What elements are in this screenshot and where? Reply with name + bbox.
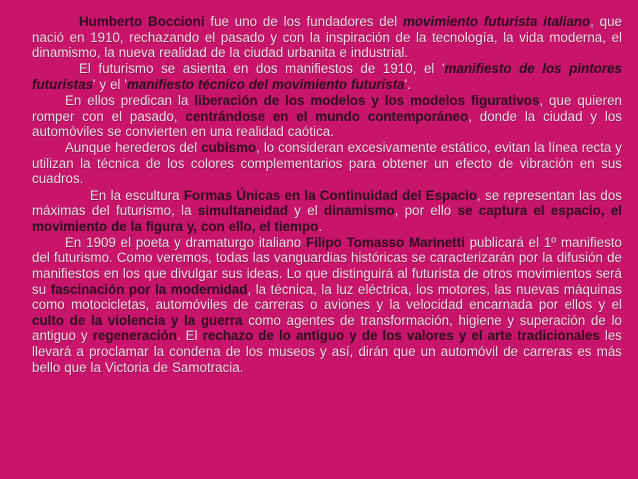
text-segment: En la escultura	[90, 187, 184, 203]
paragraph-cubismo	[32, 140, 622, 187]
emphasized-text: Filipo Tomasso Marinetti	[306, 234, 465, 250]
text-segment: , por ello	[394, 203, 458, 219]
emphasized-text: liberación de los modelos y los modelos figurativos	[194, 92, 540, 108]
emphasized-text: manifiesto técnico del movimiento futurista	[127, 76, 405, 92]
text-segment: En ellos predican la	[65, 92, 195, 108]
emphasized-text: manifiesto de los pintores futuristas	[32, 61, 623, 92]
text-segment: y el	[287, 203, 325, 219]
emphasized-text: rechazo de lo antiguo y de los valores y el arte tradicionales	[202, 328, 600, 344]
text-segment: , donde la ciudad y los automóviles se convierten en una realidad caótica.	[32, 108, 622, 140]
emphasized-text: se captura el espacio, el movimiento de la figura y, con ello, el tiempo	[32, 203, 622, 234]
emphasized-text: fascinación por la modernidad	[50, 281, 248, 297]
text-segment: , la técnica, la luz eléctrica, los motores, las nuevas máquinas como motocicletas, automóviles de carreras o aviones y la velocidad encarnada por ellos y el	[32, 281, 622, 313]
paragraph-boccioni	[32, 14, 622, 61]
emphasized-text: centrándose en el mundo contemporáneo	[185, 108, 469, 124]
text-segment: fue uno de los fundadores del	[204, 14, 403, 29]
paragraph-manifiestos	[32, 61, 622, 92]
text-segment: publicará el 1º manifiesto del futurismo. Como veremos, todas las vanguardias históricas se caracterizarán por la difusión de manifiestos en los que divulgar sus ideas. Lo que distinguirá al futurista de otros movimientos será su	[32, 234, 622, 297]
text-segment: , lo consideran excesivamente estático, evitan la línea recta y utilizan la técnica de los colores complementarios para obtener un efecto de vibración en sus cuadros.	[32, 140, 622, 187]
emphasized-text: simultaneidad	[197, 203, 288, 219]
text-segment: ' y el '	[93, 76, 128, 92]
paragraph-escultura	[32, 188, 622, 235]
text-segment: . El	[176, 328, 203, 344]
emphasized-text: culto de la violencia y la guerra	[32, 312, 243, 328]
emphasized-text: movimiento futurista italiano	[402, 14, 591, 29]
emphasized-text: dinamismo	[324, 203, 395, 219]
emphasized-text: Humberto Boccioni	[79, 14, 205, 29]
emphasized-text: regeneración	[92, 328, 177, 344]
text-segment: como agentes de transformación, higiene y superación de lo antiguo y	[32, 312, 622, 344]
text-segment: , que nació en 1910, rechazando el pasado y con la inspiración de la tecnología, la vida moderna, el dinamismo, la nueva realidad de la ciudad urbanita e industrial.	[32, 14, 622, 61]
text-segment: .	[318, 218, 323, 234]
paragraph-liberacion	[32, 93, 622, 140]
text-segment: Aunque herederos del	[65, 140, 202, 156]
paragraph-marinetti	[32, 235, 622, 375]
text-segment: les llevará a proclamar la condena de los museos y así, dirán que un automóvil de carreras es más bello que la Victoria de Samotracia.	[32, 328, 623, 375]
emphasized-text: Formas Únicas en la Continuidad del Espacio	[183, 187, 478, 203]
text-segment: , que quieren romper con el pasado,	[32, 92, 622, 124]
text-segment: , se representan las dos máximas del futurismo, la	[32, 187, 622, 219]
text-segment: '.	[404, 76, 411, 92]
text-segment: El futurismo se asienta en dos manifiestos de 1910, el '	[79, 61, 445, 77]
emphasized-text: cubismo	[201, 140, 257, 156]
text-segment: En 1909 el poeta y dramaturgo italiano	[65, 234, 307, 250]
